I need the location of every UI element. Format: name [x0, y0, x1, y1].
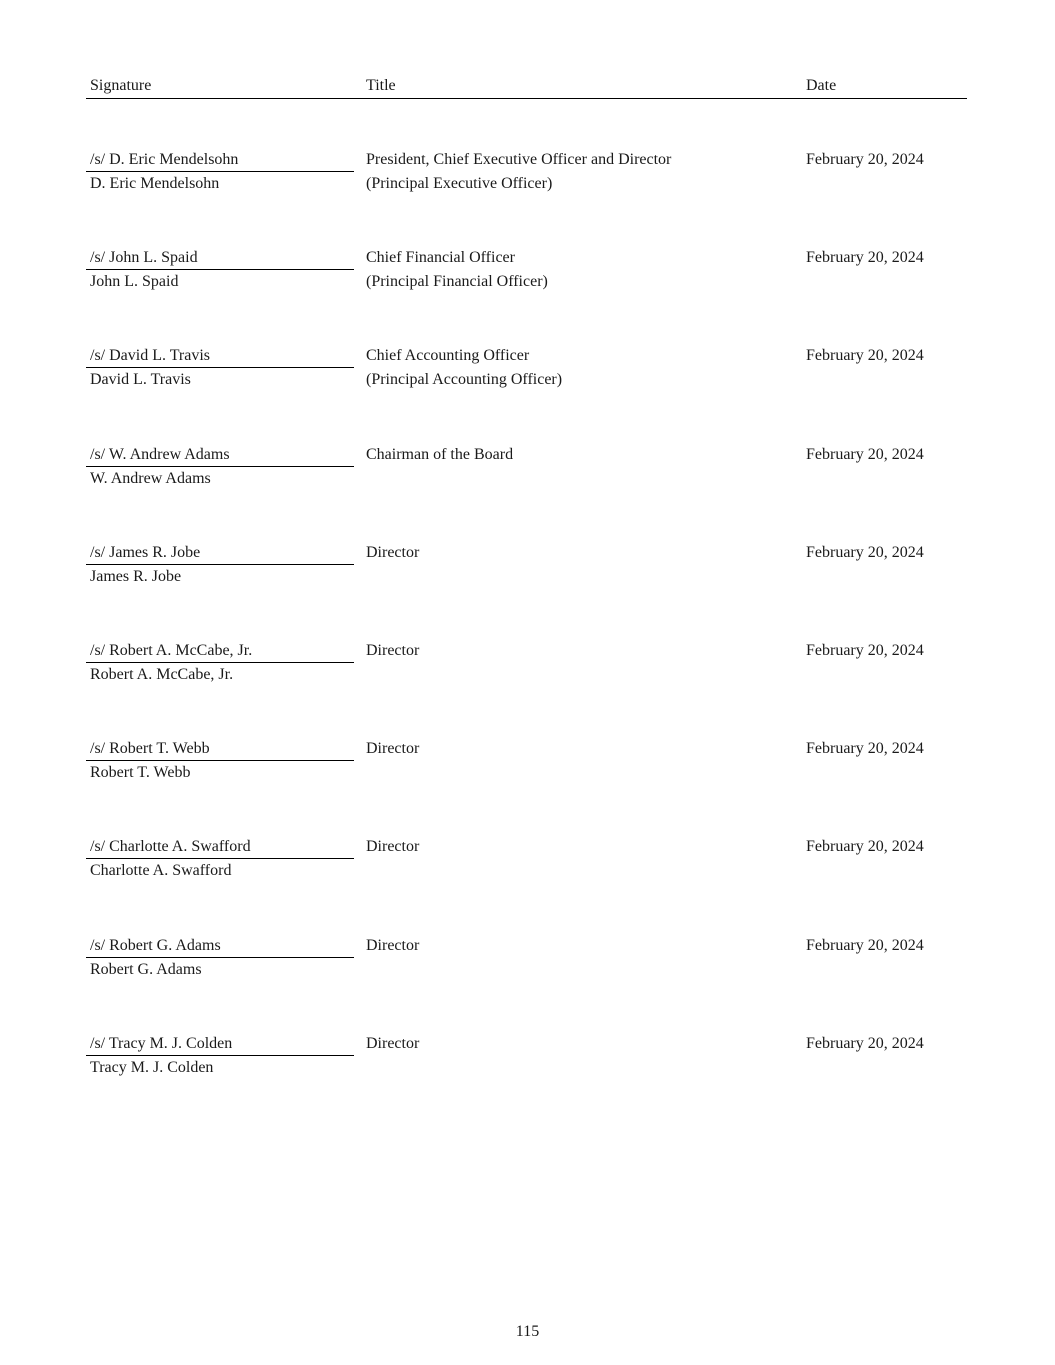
signature-date: February 20, 2024	[806, 249, 924, 267]
signature-text: /s/ Robert G. Adams	[90, 936, 221, 954]
signer-title: Chairman of the Board	[366, 445, 514, 463]
signer-title: Director	[366, 543, 420, 561]
header-title: Title	[366, 77, 396, 94]
signer-title: Chief Financial Officer	[366, 249, 515, 267]
signature-text: /s/ Charlotte A. Swafford	[90, 838, 251, 856]
signature-text: /s/ Robert T. Webb	[90, 740, 210, 758]
signature-row	[86, 1032, 967, 1130]
signature-row	[86, 443, 967, 541]
signature-date: February 20, 2024	[806, 936, 924, 954]
signature-date: February 20, 2024	[806, 740, 924, 758]
signature-text: /s/ James R. Jobe	[90, 543, 201, 561]
signer-title: Director	[366, 641, 420, 659]
signer-name: Robert G. Adams	[90, 960, 202, 978]
signature-row	[86, 835, 967, 933]
signer-title-detail: (Principal Accounting Officer)	[366, 371, 563, 389]
signer-name: D. Eric Mendelsohn	[90, 175, 220, 192]
signature-row	[86, 541, 967, 639]
signature-row	[86, 737, 967, 835]
signature-date: February 20, 2024	[806, 1034, 924, 1052]
signature-text: /s/ W. Andrew Adams	[90, 445, 230, 463]
signer-name: Charlotte A. Swafford	[90, 862, 232, 880]
signer-title: Director	[366, 936, 420, 954]
signer-name: Tracy M. J. Colden	[90, 1058, 214, 1076]
page-number: 115	[515, 1323, 540, 1340]
signature-row	[86, 148, 967, 246]
signature-date: February 20, 2024	[806, 445, 924, 463]
signature-rows	[86, 148, 967, 1130]
signer-title: Director	[366, 740, 420, 758]
signature-row	[86, 246, 967, 344]
signature-date: February 20, 2024	[806, 543, 924, 561]
signature-text: /s/ Robert A. McCabe, Jr.	[90, 641, 253, 659]
signature-date: February 20, 2024	[806, 347, 924, 365]
header-signature: Signature	[90, 77, 152, 94]
signature-date: February 20, 2024	[806, 838, 924, 856]
signature-row	[86, 344, 967, 442]
signature-text: /s/ John L. Spaid	[90, 249, 198, 267]
signer-name: James R. Jobe	[90, 567, 182, 585]
signature-text: /s/ Tracy M. J. Colden	[90, 1034, 233, 1052]
signer-title: Director	[366, 1034, 420, 1052]
signature-row	[86, 934, 967, 1032]
signature-row	[86, 639, 967, 737]
signature-date: February 20, 2024	[806, 151, 924, 168]
signature-date: February 20, 2024	[806, 641, 924, 659]
signer-title-detail: (Principal Executive Officer)	[366, 175, 553, 192]
signer-name: John L. Spaid	[90, 273, 179, 291]
signer-name: David L. Travis	[90, 371, 191, 389]
signer-name: Robert A. McCabe, Jr.	[90, 665, 234, 683]
signer-title: Director	[366, 838, 420, 856]
signer-title: Chief Accounting Officer	[366, 347, 530, 365]
signer-name: W. Andrew Adams	[90, 469, 211, 487]
signature-text: /s/ D. Eric Mendelsohn	[90, 151, 239, 168]
signer-title-detail: (Principal Financial Officer)	[366, 273, 548, 291]
signer-name: Robert T. Webb	[90, 764, 191, 782]
signature-text: /s/ David L. Travis	[90, 347, 211, 365]
header-date: Date	[806, 77, 837, 94]
signer-title: President, Chief Executive Officer and Director	[366, 151, 672, 168]
signature-table-header	[86, 76, 967, 99]
